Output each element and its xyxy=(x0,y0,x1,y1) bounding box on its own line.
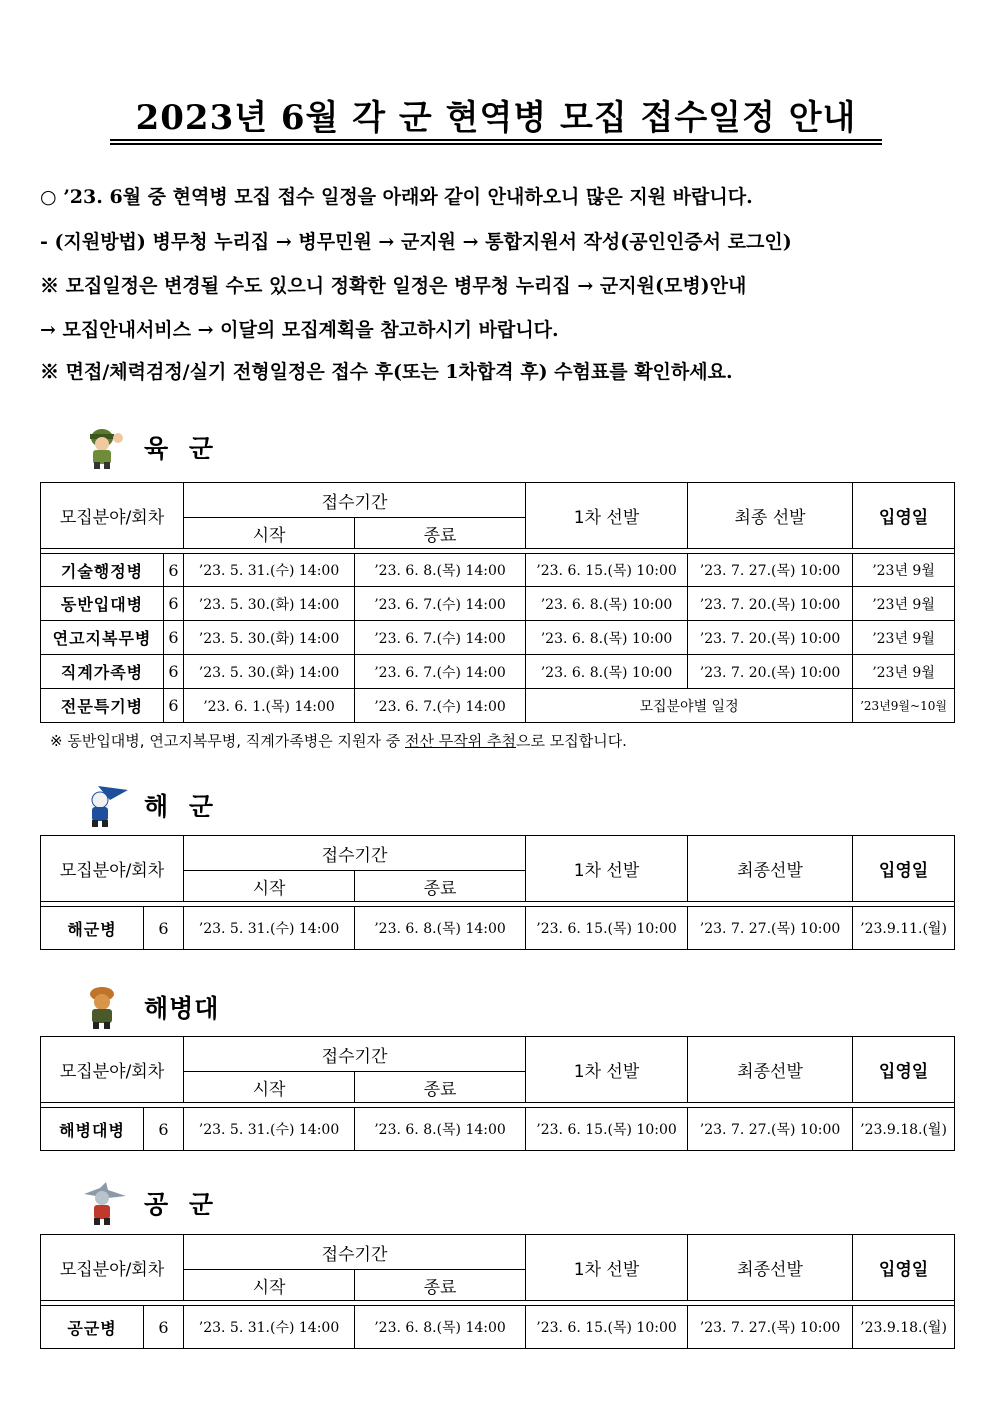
header-enlist: 입영일 xyxy=(853,1235,955,1301)
header-first: 1차 선발 xyxy=(526,836,688,902)
header-field: 모집분야/회차 xyxy=(41,1235,184,1301)
header-period: 접수기간 xyxy=(184,483,526,518)
table-row: 직계가족병 6 ’23. 5. 30.(화) 14:00 ’23. 6. 7.(수) 14:00 ’23. 6. 8.(목) 10:00 ’23. 7. 20.(목) 10:00 ’23년 9월 xyxy=(41,655,955,689)
army-section-title: 육 군 xyxy=(144,434,220,463)
navy-section-header xyxy=(80,782,219,828)
header-enlist: 입영일 xyxy=(853,836,955,902)
header-field: 모집분야/회차 xyxy=(41,483,184,549)
marines-section-header xyxy=(80,984,219,1030)
army-schedule-table xyxy=(40,482,955,723)
header-period: 접수기간 xyxy=(184,1037,526,1072)
title-underline xyxy=(110,139,882,141)
header-end: 종료 xyxy=(355,871,526,902)
header-end: 종료 xyxy=(355,1270,526,1301)
header-final: 최종선발 xyxy=(688,1037,853,1103)
marines-schedule-table xyxy=(40,1036,955,1151)
page-title: 2023년 6월 각 군 현역병 모집 접수일정 안내 xyxy=(135,98,857,138)
table-row: 전문특기병 6 ’23. 6. 1.(목) 14:00 ’23. 6. 7.(수) 14:00 모집분야별 일정 ’23년9월~10월 xyxy=(41,689,955,723)
army-section-header xyxy=(80,424,219,470)
header-end: 종료 xyxy=(355,518,526,549)
header-final: 최종선발 xyxy=(688,836,853,902)
header-start: 시작 xyxy=(184,518,355,549)
marines-section-title: 해병대 xyxy=(144,994,220,1023)
table-row: 연고지복무병 6 ’23. 5. 30.(화) 14:00 ’23. 6. 7.(수) 14:00 ’23. 6. 8.(목) 10:00 ’23. 7. 20.(목) 10:00 ’23년 9월 xyxy=(41,621,955,655)
header-final: 최종 선발 xyxy=(688,483,853,549)
header-field: 모집분야/회차 xyxy=(41,1037,184,1103)
notice-line-4: → 모집안내서비스 → 이달의 모집계획을 참고하시기 바랍니다. xyxy=(40,319,559,341)
army-mascot-icon xyxy=(80,424,130,470)
table-row: 해병대병 6 ’23. 5. 31.(수) 14:00 ’23. 6. 8.(목) 14:00 ’23. 6. 15.(목) 10:00 ’23. 7. 27.(목) 10:00 ’23.9.18.(월) xyxy=(41,1108,955,1151)
header-first: 1차 선발 xyxy=(526,1037,688,1103)
header-start: 시작 xyxy=(184,1270,355,1301)
notice-line-5: ※ 면접/체력검정/실기 전형일정은 접수 후(또는 1차합격 후) 수험표를 확인하세요. xyxy=(40,361,733,383)
marines-mascot-icon xyxy=(80,984,130,1030)
header-period: 접수기간 xyxy=(184,1235,526,1270)
table-row: 공군병 6 ’23. 5. 31.(수) 14:00 ’23. 6. 8.(목) 14:00 ’23. 6. 15.(목) 10:00 ’23. 7. 27.(목) 10:00 ’23.9.18.(월) xyxy=(41,1306,955,1349)
notice-line-2: - (지원방법) 병무청 누리집 → 병무민원 → 군지원 → 통합지원서 작성(공인인증서 로그인) xyxy=(40,231,792,253)
header-end: 종료 xyxy=(355,1072,526,1103)
title-underline-second xyxy=(110,143,882,145)
notice-line-1: ○ ’23. 6월 중 현역병 모집 접수 일정을 아래와 같이 안내하오니 많은 지원 바랍니다. xyxy=(40,186,753,208)
header-enlist: 입영일 xyxy=(853,1037,955,1103)
table-row: 해군병 6 ’23. 5. 31.(수) 14:00 ’23. 6. 8.(목) 14:00 ’23. 6. 15.(목) 10:00 ’23. 7. 27.(목) 10:00 ’23.9.11.(월) xyxy=(41,907,955,950)
airforce-section-title: 공 군 xyxy=(144,1190,220,1219)
table-row: 동반입대병 6 ’23. 5. 30.(화) 14:00 ’23. 6. 7.(수) 14:00 ’23. 6. 8.(목) 10:00 ’23. 7. 20.(목) 10:00 ’23년 9월 xyxy=(41,587,955,621)
notice-line-3: ※ 모집일정은 변경될 수도 있으니 정확한 일정은 병무청 누리집 → 군지원(모병)안내 xyxy=(40,275,747,297)
header-enlist: 입영일 xyxy=(853,483,955,549)
header-final: 최종선발 xyxy=(688,1235,853,1301)
header-start: 시작 xyxy=(184,871,355,902)
table-row: 기술행정병 6 ’23. 5. 31.(수) 14:00 ’23. 6. 8.(목) 14:00 ’23. 6. 15.(목) 10:00 ’23. 7. 27.(목) 10:00 ’23년 9월 xyxy=(41,554,955,587)
army-footnote: ※ 동반입대병, 연고지복무병, 직계가족병은 지원자 중 전산 무작위 추첨으로 모집합니다. xyxy=(50,732,627,750)
navy-mascot-icon xyxy=(80,782,130,828)
header-first: 1차 선발 xyxy=(526,483,688,549)
airforce-mascot-icon xyxy=(80,1180,130,1226)
navy-section-title: 해 군 xyxy=(144,792,220,821)
header-start: 시작 xyxy=(184,1072,355,1103)
airforce-section-header xyxy=(80,1180,219,1226)
airforce-schedule-table xyxy=(40,1234,955,1349)
header-first: 1차 선발 xyxy=(526,1235,688,1301)
navy-schedule-table xyxy=(40,835,955,950)
header-period: 접수기간 xyxy=(184,836,526,871)
header-field: 모집분야/회차 xyxy=(41,836,184,902)
